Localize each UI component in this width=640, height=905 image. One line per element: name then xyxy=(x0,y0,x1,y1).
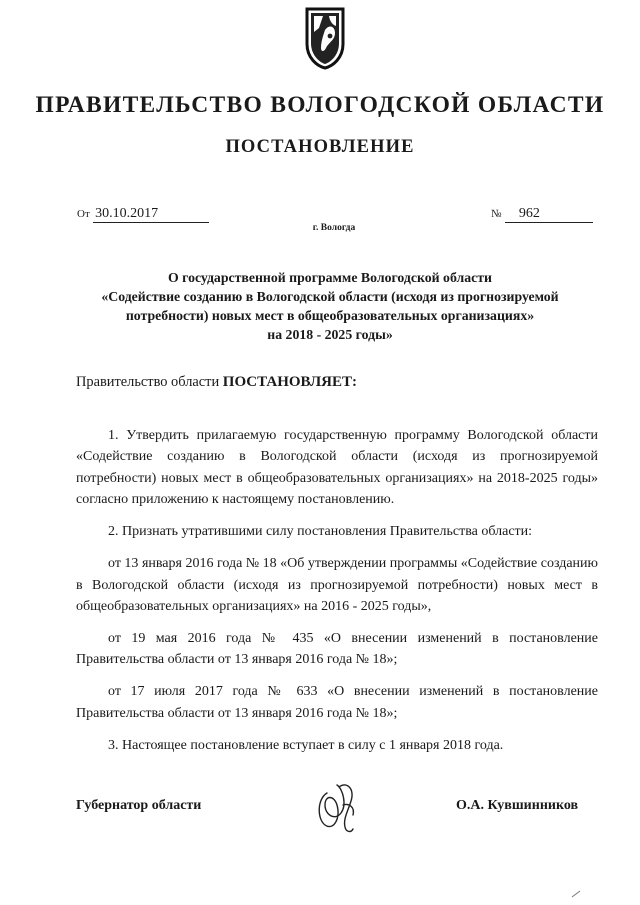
subject-line: на 2018 - 2025 годы» xyxy=(267,327,393,342)
preamble-text: Правительство области xyxy=(76,374,220,390)
paragraph-repealed-1: от 13 января 2016 года № 18 «Об утверждении программы «Содействие созданию в Вологодской области (исходя из прогнозируемой потребности) новых мест в общеобразовательных организациях» на 2016 - 2025 годы», xyxy=(76,556,598,615)
signer-name: О.А. Кувшинников xyxy=(456,798,579,813)
signer-title: Губернатор области xyxy=(76,798,202,813)
subject-line: потребности) новых мест в общеобразовательных организациях» xyxy=(125,308,535,323)
government-title: ПРАВИТЕЛЬСТВО ВОЛОГОДСКОЙ ОБЛАСТИ xyxy=(35,92,605,118)
preamble xyxy=(76,374,357,391)
preamble-emphasis: ПОСТАНОВЛЯЕТ: xyxy=(222,374,358,390)
paragraph-repealed-2: от 19 мая 2016 года № 435 «О внесении изменений в постановление Правительства области от 13 января 2016 года № 18»; xyxy=(76,631,598,668)
document-body xyxy=(76,425,598,767)
paragraph-item-2: 2. Признать утратившими силу постановления Правительства области: xyxy=(108,524,533,540)
subject-line: «Содействие созданию в Вологодской области (исходя из прогнозируемой xyxy=(101,289,559,304)
scan-mark-icon xyxy=(571,890,581,898)
date-value: 30.10.2017 xyxy=(95,206,159,221)
handwritten-signature-icon xyxy=(313,775,361,837)
document-type: ПОСТАНОВЛЕНИЕ xyxy=(225,137,415,157)
document-number xyxy=(491,205,593,223)
city: г. Вологда xyxy=(312,223,356,233)
date-prefix: От xyxy=(77,208,90,220)
document-subject xyxy=(60,268,600,344)
subject-line: О государственной программе Вологодской области xyxy=(167,270,492,285)
paragraph-repealed-3: от 17 июля 2017 года № 633 «О внесении изменений в постановление Правительства области от 13 января 2016 года № 18»; xyxy=(76,684,598,721)
vologda-coat-of-arms-icon xyxy=(302,6,348,70)
number-prefix: № xyxy=(491,208,502,220)
document-date xyxy=(77,205,209,223)
paragraph-item-1: 1. Утвердить прилагаемую государственную программу Вологодской области «Содействие созданию в Вологодской области (исходя из прогнозируемой потребности) новых мест в общеобразовательных организациях» на 2018-2025 годы» согласно приложению к настоящему постановлению. xyxy=(76,428,598,508)
number-value: 962 xyxy=(505,206,593,223)
paragraph-item-3: 3. Настоящее постановление вступает в силу с 1 января 2018 года. xyxy=(108,737,504,753)
